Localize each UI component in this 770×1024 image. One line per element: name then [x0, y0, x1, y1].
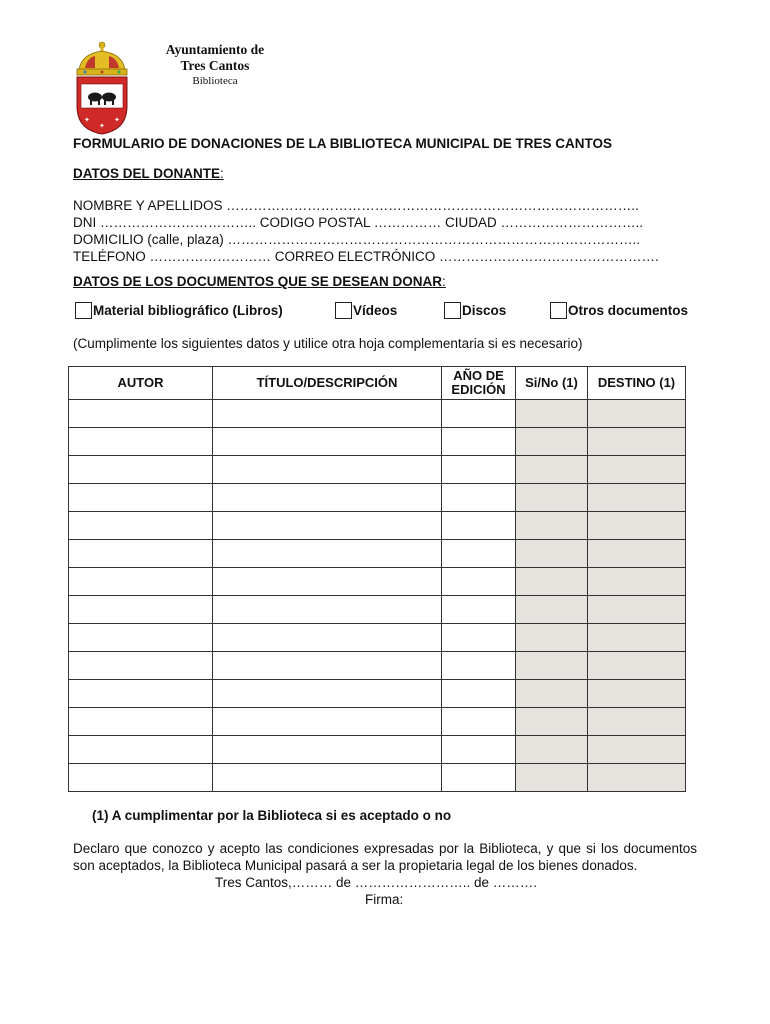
cell-title[interactable]: [213, 736, 442, 764]
cell-author[interactable]: [69, 484, 213, 512]
form-title: FORMULARIO DE DONACIONES DE LA BIBLIOTECA MUNICIPAL DE TRES CANTOS: [73, 136, 613, 151]
option-other-label: Otros documentos: [568, 303, 689, 318]
cell-yes-no[interactable]: [516, 708, 588, 736]
cell-destination[interactable]: [588, 540, 686, 568]
cell-destination[interactable]: [588, 484, 686, 512]
table-row: [69, 428, 686, 456]
option-books-label: Material bibliográfico (Libros): [93, 303, 283, 318]
cell-year[interactable]: [442, 596, 516, 624]
cell-destination[interactable]: [588, 708, 686, 736]
option-books[interactable]: [75, 302, 283, 319]
cell-destination[interactable]: [588, 680, 686, 708]
header-destination: DESTINO (1): [588, 367, 686, 400]
cell-destination[interactable]: [588, 764, 686, 792]
table-row: [69, 624, 686, 652]
cell-yes-no[interactable]: [516, 764, 588, 792]
coat-of-arms-icon: [73, 40, 131, 136]
table-row: [69, 456, 686, 484]
instructions-note: (Cumplimente los siguientes datos y utilice otra hoja complementaria si es necesario): [73, 336, 583, 351]
cell-yes-no[interactable]: [516, 512, 588, 540]
cell-yes-no[interactable]: [516, 736, 588, 764]
table-row: [69, 680, 686, 708]
cell-title[interactable]: [213, 624, 442, 652]
donor-phone-field[interactable]: TELÉFONO ……………………… CORREO ELECTRÓNICO ………………………………………….: [73, 249, 659, 264]
documents-section-heading: DATOS DE LOS DOCUMENTOS QUE SE DESEAN DONAR:: [73, 274, 446, 289]
option-discs-label: Discos: [462, 303, 507, 318]
cell-yes-no[interactable]: [516, 540, 588, 568]
cell-destination[interactable]: [588, 568, 686, 596]
donor-address-field[interactable]: DOMICILIO (calle, plaza) ………………………………………………………………………………..: [73, 232, 641, 247]
checkbox-other[interactable]: [550, 302, 567, 319]
header-yes-no: Si/No (1): [516, 367, 588, 400]
cell-author[interactable]: [69, 764, 213, 792]
donor-name-field[interactable]: NOMBRE Y APELLIDOS ………………………………………………………………………………..: [73, 198, 639, 213]
footnote: (1) A cumplimentar por la Biblioteca si es aceptado o no: [92, 808, 452, 823]
header-author: AUTOR: [69, 367, 213, 400]
svg-text:✦: ✦: [84, 117, 90, 124]
cell-year[interactable]: [442, 652, 516, 680]
cell-title[interactable]: [213, 764, 442, 792]
cell-destination[interactable]: [588, 456, 686, 484]
table-row: [69, 568, 686, 596]
cell-title[interactable]: [213, 540, 442, 568]
donor-section-heading: DATOS DEL DONANTE:: [73, 166, 224, 181]
cell-year[interactable]: [442, 680, 516, 708]
cell-author[interactable]: [69, 540, 213, 568]
declaration-text: Declaro que conozco y acepto las condiciones expresadas por la Biblioteca, y que si los documentos son aceptados, la Biblioteca Municipal pasará a ser la propietaria legal de los bienes donados.: [73, 841, 697, 873]
cell-title[interactable]: [213, 680, 442, 708]
cell-year[interactable]: [442, 624, 516, 652]
cell-year[interactable]: [442, 512, 516, 540]
declaration-block: [73, 840, 697, 908]
table-row: [69, 512, 686, 540]
cell-title[interactable]: [213, 708, 442, 736]
cell-year[interactable]: [442, 456, 516, 484]
place-date-line[interactable]: Tres Cantos,……… de …………………….. de ……….: [215, 875, 538, 890]
checkbox-videos[interactable]: [335, 302, 352, 319]
option-videos-label: Vídeos: [353, 303, 398, 318]
option-videos[interactable]: [335, 302, 397, 319]
donor-dni-field[interactable]: DNI …………………………….. CODIGO POSTAL …………… CIUDAD …………………………..: [73, 215, 644, 230]
cell-author[interactable]: [69, 568, 213, 596]
header-title: TÍTULO/DESCRIPCIÓN: [213, 367, 442, 400]
donations-table: [68, 366, 686, 792]
cell-yes-no[interactable]: [516, 428, 588, 456]
cell-yes-no[interactable]: [516, 400, 588, 428]
table-row: [69, 652, 686, 680]
org-name-line1: Ayuntamiento de: [165, 42, 265, 57]
checkbox-discs[interactable]: [444, 302, 461, 319]
cell-year[interactable]: [442, 764, 516, 792]
cell-destination[interactable]: [588, 400, 686, 428]
cell-author[interactable]: [69, 624, 213, 652]
table-row: [69, 400, 686, 428]
cell-title[interactable]: [213, 428, 442, 456]
cell-author[interactable]: [69, 736, 213, 764]
svg-text:✦: ✦: [99, 123, 105, 130]
cell-yes-no[interactable]: [516, 680, 588, 708]
cell-title[interactable]: [213, 400, 442, 428]
table-row: [69, 596, 686, 624]
org-name-line2: Tres Cantos: [180, 58, 250, 73]
signature-label: Firma:: [365, 892, 404, 907]
cell-destination[interactable]: [588, 624, 686, 652]
table-row: [69, 484, 686, 512]
cell-yes-no[interactable]: [516, 624, 588, 652]
header-year: AÑO DE EDICIÓN: [442, 367, 516, 400]
cell-yes-no[interactable]: [516, 456, 588, 484]
option-discs[interactable]: [444, 302, 506, 319]
cell-title[interactable]: [213, 568, 442, 596]
cell-author[interactable]: [69, 652, 213, 680]
cell-author[interactable]: [69, 596, 213, 624]
option-other[interactable]: [550, 302, 688, 319]
checkbox-books[interactable]: [75, 302, 92, 319]
cell-yes-no[interactable]: [516, 484, 588, 512]
cell-year[interactable]: [442, 568, 516, 596]
cell-author[interactable]: [69, 400, 213, 428]
cell-year[interactable]: [442, 428, 516, 456]
cell-yes-no[interactable]: [516, 596, 588, 624]
cell-author[interactable]: [69, 680, 213, 708]
cell-year[interactable]: [442, 540, 516, 568]
org-department: Biblioteca: [192, 75, 238, 87]
cell-yes-no[interactable]: [516, 568, 588, 596]
cell-year[interactable]: [442, 400, 516, 428]
cell-year[interactable]: [442, 484, 516, 512]
cell-destination[interactable]: [588, 736, 686, 764]
cell-destination[interactable]: [588, 652, 686, 680]
cell-title[interactable]: [213, 596, 442, 624]
cell-author[interactable]: [69, 512, 213, 540]
svg-text:✦: ✦: [114, 117, 120, 124]
table-row: [69, 708, 686, 736]
cell-title[interactable]: [213, 484, 442, 512]
cell-author[interactable]: [69, 456, 213, 484]
cell-title[interactable]: [213, 512, 442, 540]
table-row: [69, 736, 686, 764]
table-header-row: [69, 367, 686, 400]
cell-destination[interactable]: [588, 428, 686, 456]
cell-year[interactable]: [442, 736, 516, 764]
cell-destination[interactable]: [588, 596, 686, 624]
cell-title[interactable]: [213, 652, 442, 680]
cell-author[interactable]: [69, 708, 213, 736]
header-org: [130, 42, 300, 88]
cell-author[interactable]: [69, 428, 213, 456]
cell-year[interactable]: [442, 708, 516, 736]
cell-title[interactable]: [213, 456, 442, 484]
cell-destination[interactable]: [588, 512, 686, 540]
cell-yes-no[interactable]: [516, 652, 588, 680]
table-row: [69, 540, 686, 568]
table-row: [69, 764, 686, 792]
